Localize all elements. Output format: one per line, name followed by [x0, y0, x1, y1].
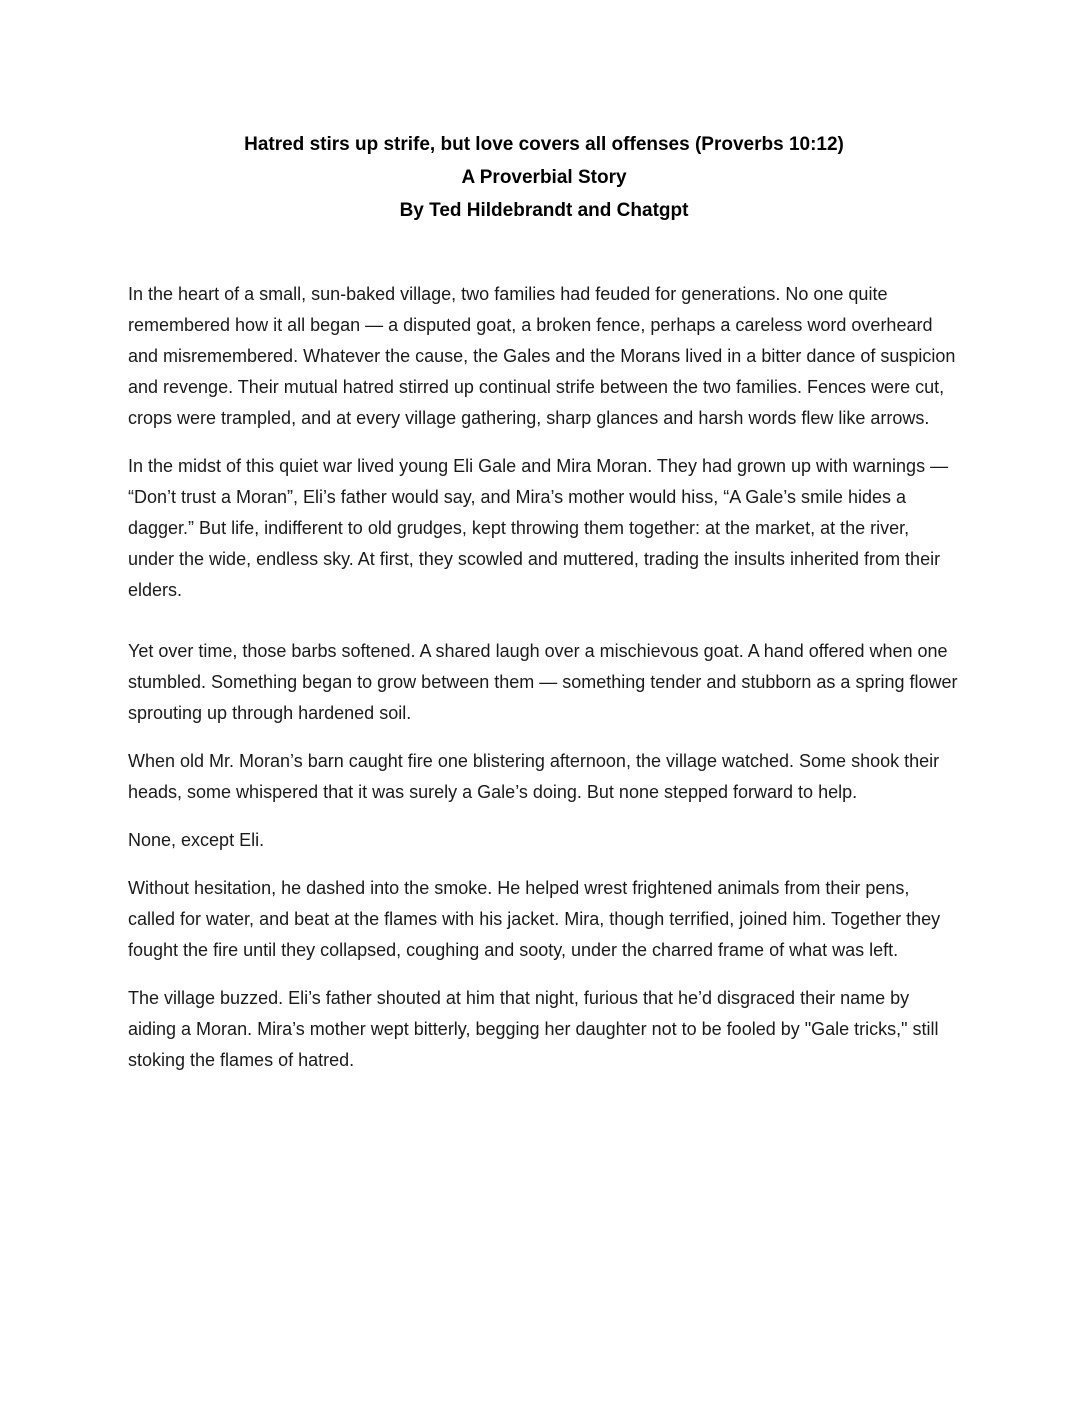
document-byline: By Ted Hildebrandt and Chatgpt	[399, 200, 689, 221]
title-block	[128, 128, 960, 227]
paragraph: Without hesitation, he dashed into the smoke. He helped wrest frightened animals from their pens, called for water, and beat at the flames with his jacket. Mira, though terrified, joined him. Together they fought the fire until they collapsed, coughing and sooty, under the charred frame of what was left.	[128, 878, 941, 960]
paragraph: The village buzzed. Eli’s father shouted at him that night, furious that he’d disgraced their name by aiding a Moran. Mira’s mother wept bitterly, begging her daughter not to be fooled by "Gale tricks," still stoking the flames of hatred.	[128, 988, 939, 1070]
paragraph: In the heart of a small, sun-baked village, two families had feuded for generations. No one quite remembered how it all began — a disputed goat, a broken fence, perhaps a careless word overheard and misremembered. Whatever the cause, the Gales and the Morans lived in a bitter dance of suspicion and revenge. Their mutual hatred stirred up continual strife between the two families. Fences were cut, crops were trampled, and at every village gathering, sharp glances and harsh words flew like arrows.	[128, 284, 956, 428]
document-title: Hatred stirs up strife, but love covers all offenses (Proverbs 10:12)	[244, 134, 844, 155]
paragraph: When old Mr. Moran’s barn caught fire one blistering afternoon, the village watched. Some shook their heads, some whispered that it was surely a Gale’s doing. But none stepped forward to help.	[128, 751, 940, 802]
paragraph: None, except Eli.	[128, 830, 265, 850]
document-subtitle: A Proverbial Story	[461, 167, 627, 188]
story-body	[128, 279, 960, 1076]
paragraph: Yet over time, those barbs softened. A shared laugh over a mischievous goat. A hand offered when one stumbled. Something began to grow between them — something tender and stubborn as a spring flower sprouting up through hardened soil.	[128, 641, 958, 723]
paragraph: In the midst of this quiet war lived young Eli Gale and Mira Moran. They had grown up with warnings — “Don’t trust a Moran”, Eli’s father would say, and Mira’s mother would hiss, “A Gale’s smile hides a dagger.” But life, indifferent to old grudges, kept throwing them together: at the market, at the river, under the wide, endless sky. At first, they scowled and muttered, trading the insults inherited from their elders.	[128, 456, 949, 600]
